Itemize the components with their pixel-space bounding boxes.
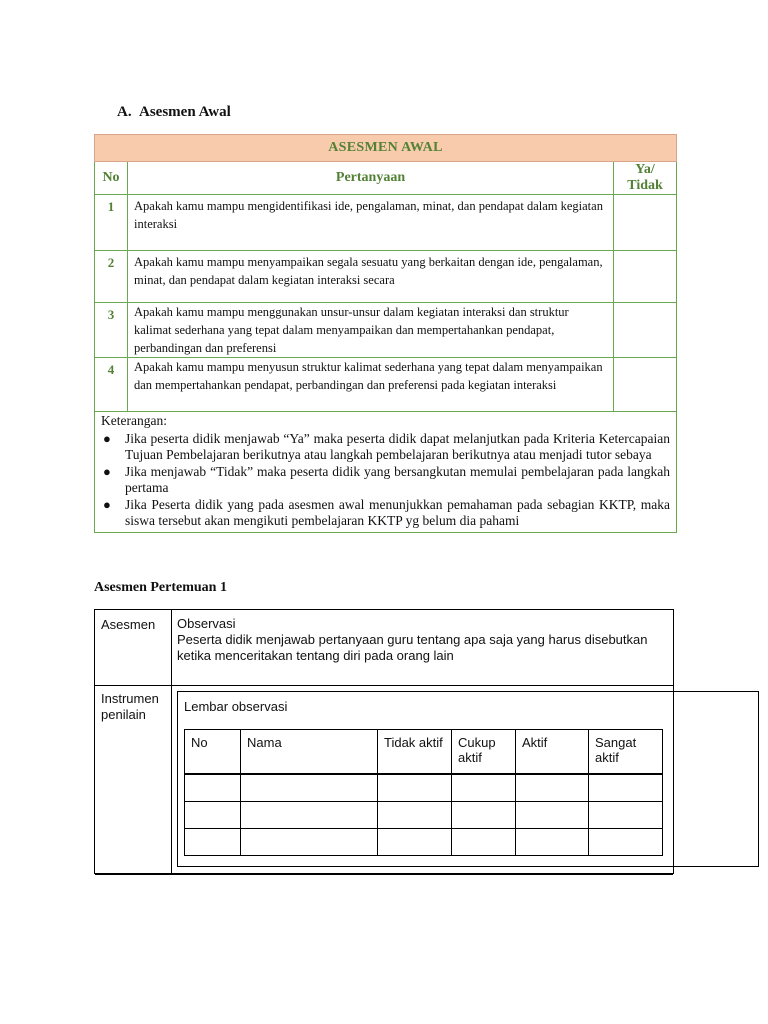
list-item: [101, 497, 670, 530]
row-question: Apakah kamu mampu menyusun struktur kalimat sederhana yang tepat dalam menyampaikan dan mempertahankan pendapat, perbandingan dan preferensi pada kegiatan interaksi: [128, 358, 614, 412]
header-pertanyaan: Pertanyaan: [128, 162, 614, 195]
section-heading-a: [117, 104, 231, 121]
cell[interactable]: [589, 802, 663, 829]
table-row: [95, 303, 677, 358]
section-heading-pertemuan: Asesmen Pertemuan 1: [94, 580, 227, 595]
section-title: Asesmen Awal: [139, 104, 231, 120]
bullet-icon: ●: [103, 463, 111, 479]
bullet-icon: ●: [103, 430, 111, 446]
section-letter: A.: [117, 104, 132, 120]
header-tidak: Tidak: [627, 178, 663, 193]
row-answer-cell[interactable]: [614, 303, 677, 358]
row-number: 2: [95, 251, 128, 303]
instrumen-label: Instrumen penilain: [101, 691, 159, 722]
bullet-text: Jika menjawab “Tidak” maka peserta didik yang bersangkutan memulai pembelajaran pada langkah pertama: [125, 463, 671, 495]
table-row: [185, 774, 663, 802]
cell[interactable]: [185, 774, 241, 802]
row-answer-cell[interactable]: [614, 358, 677, 412]
row-question: Apakah kamu mampu mengidentifikasi ide, pengalaman, minat, dan pendapat dalam kegiatan interaksi: [128, 195, 614, 251]
cell[interactable]: [378, 802, 452, 829]
cell[interactable]: [452, 774, 516, 802]
observasi-description: Peserta didik menjawab pertanyaan guru tentang apa saja yang harus disebutkan ketika menceritakan tentang diri pada orang lain: [177, 632, 648, 663]
row-number: 1: [95, 195, 128, 251]
table-row: [95, 195, 677, 251]
col-header-aktif: Aktif: [516, 730, 589, 775]
col-header-no: No: [185, 730, 241, 775]
table-row: [95, 251, 677, 303]
keterangan-cell: [95, 412, 677, 533]
header-ya-tidak: [614, 162, 677, 195]
observasi-title: Observasi: [177, 616, 236, 631]
bottom-divider: [95, 874, 673, 875]
cell[interactable]: [241, 829, 378, 856]
table-row: [95, 358, 677, 412]
observasi-block: [177, 616, 657, 664]
row-question: Apakah kamu mampu menggunakan unsur-unsur dalam kegiatan interaksi dan struktur kalimat sederhana yang tepat dalam menyampaikan dan mempertahankan pendapat, perbandingan dan preferensi: [128, 303, 614, 358]
cell[interactable]: [241, 774, 378, 802]
keterangan-label: Keterangan:: [101, 413, 167, 428]
header-ya: Ya/: [635, 162, 655, 177]
col-header-cukup-aktif: Cukup aktif: [452, 730, 516, 775]
row-answer-cell[interactable]: [614, 195, 677, 251]
asesmen-awal-table: [94, 134, 677, 533]
col-header-sangat-aktif: Sangat aktif: [589, 730, 663, 775]
row-answer-cell[interactable]: [614, 251, 677, 303]
table-row: [185, 802, 663, 829]
cell[interactable]: [516, 774, 589, 802]
cell[interactable]: [378, 829, 452, 856]
cell[interactable]: [452, 802, 516, 829]
list-item: [101, 431, 670, 464]
table-title: ASESMEN AWAL: [95, 135, 677, 162]
cell[interactable]: [452, 829, 516, 856]
col-header-nama: Nama: [241, 730, 378, 775]
observation-table: [184, 729, 663, 856]
bullet-text: Jika peserta didik menjawab “Ya” maka peserta didik dapat melanjutkan pada Kriteria Ketercapaian Tujuan Pembelajaran berikutnya atau langkah pembelajaran berikutnya atau menjadi tutor sebaya: [125, 430, 671, 462]
keterangan-list: [101, 431, 670, 530]
header-no: No: [95, 162, 128, 195]
row-question: Apakah kamu mampu menyampaikan segala sesuatu yang berkaitan dengan ide, pengalaman, minat, dan pendapat dalam kegiatan interaksi secara: [128, 251, 614, 303]
cell[interactable]: [589, 829, 663, 856]
cell[interactable]: [185, 802, 241, 829]
lembar-observasi-label: Lembar observasi: [184, 699, 288, 714]
row-number: 4: [95, 358, 128, 412]
cell[interactable]: [185, 829, 241, 856]
bullet-icon: ●: [103, 496, 111, 512]
row-divider: [95, 685, 673, 686]
asesmen-label: Asesmen: [101, 617, 156, 632]
row-number: 3: [95, 303, 128, 358]
col-header-tidak-aktif: Tidak aktif: [378, 730, 452, 775]
cell[interactable]: [241, 802, 378, 829]
table-row: [185, 829, 663, 856]
column-divider: [171, 610, 172, 873]
bullet-text: Jika Peserta didik yang pada asesmen awal menunjukkan pemahaman pada sebagian KKTP, maka siswa tersebut akan mengikuti pembelajaran KKTP yg belum dia pahami: [125, 496, 671, 528]
cell[interactable]: [516, 802, 589, 829]
cell[interactable]: [589, 774, 663, 802]
cell[interactable]: [516, 829, 589, 856]
list-item: [101, 464, 670, 497]
cell[interactable]: [378, 774, 452, 802]
